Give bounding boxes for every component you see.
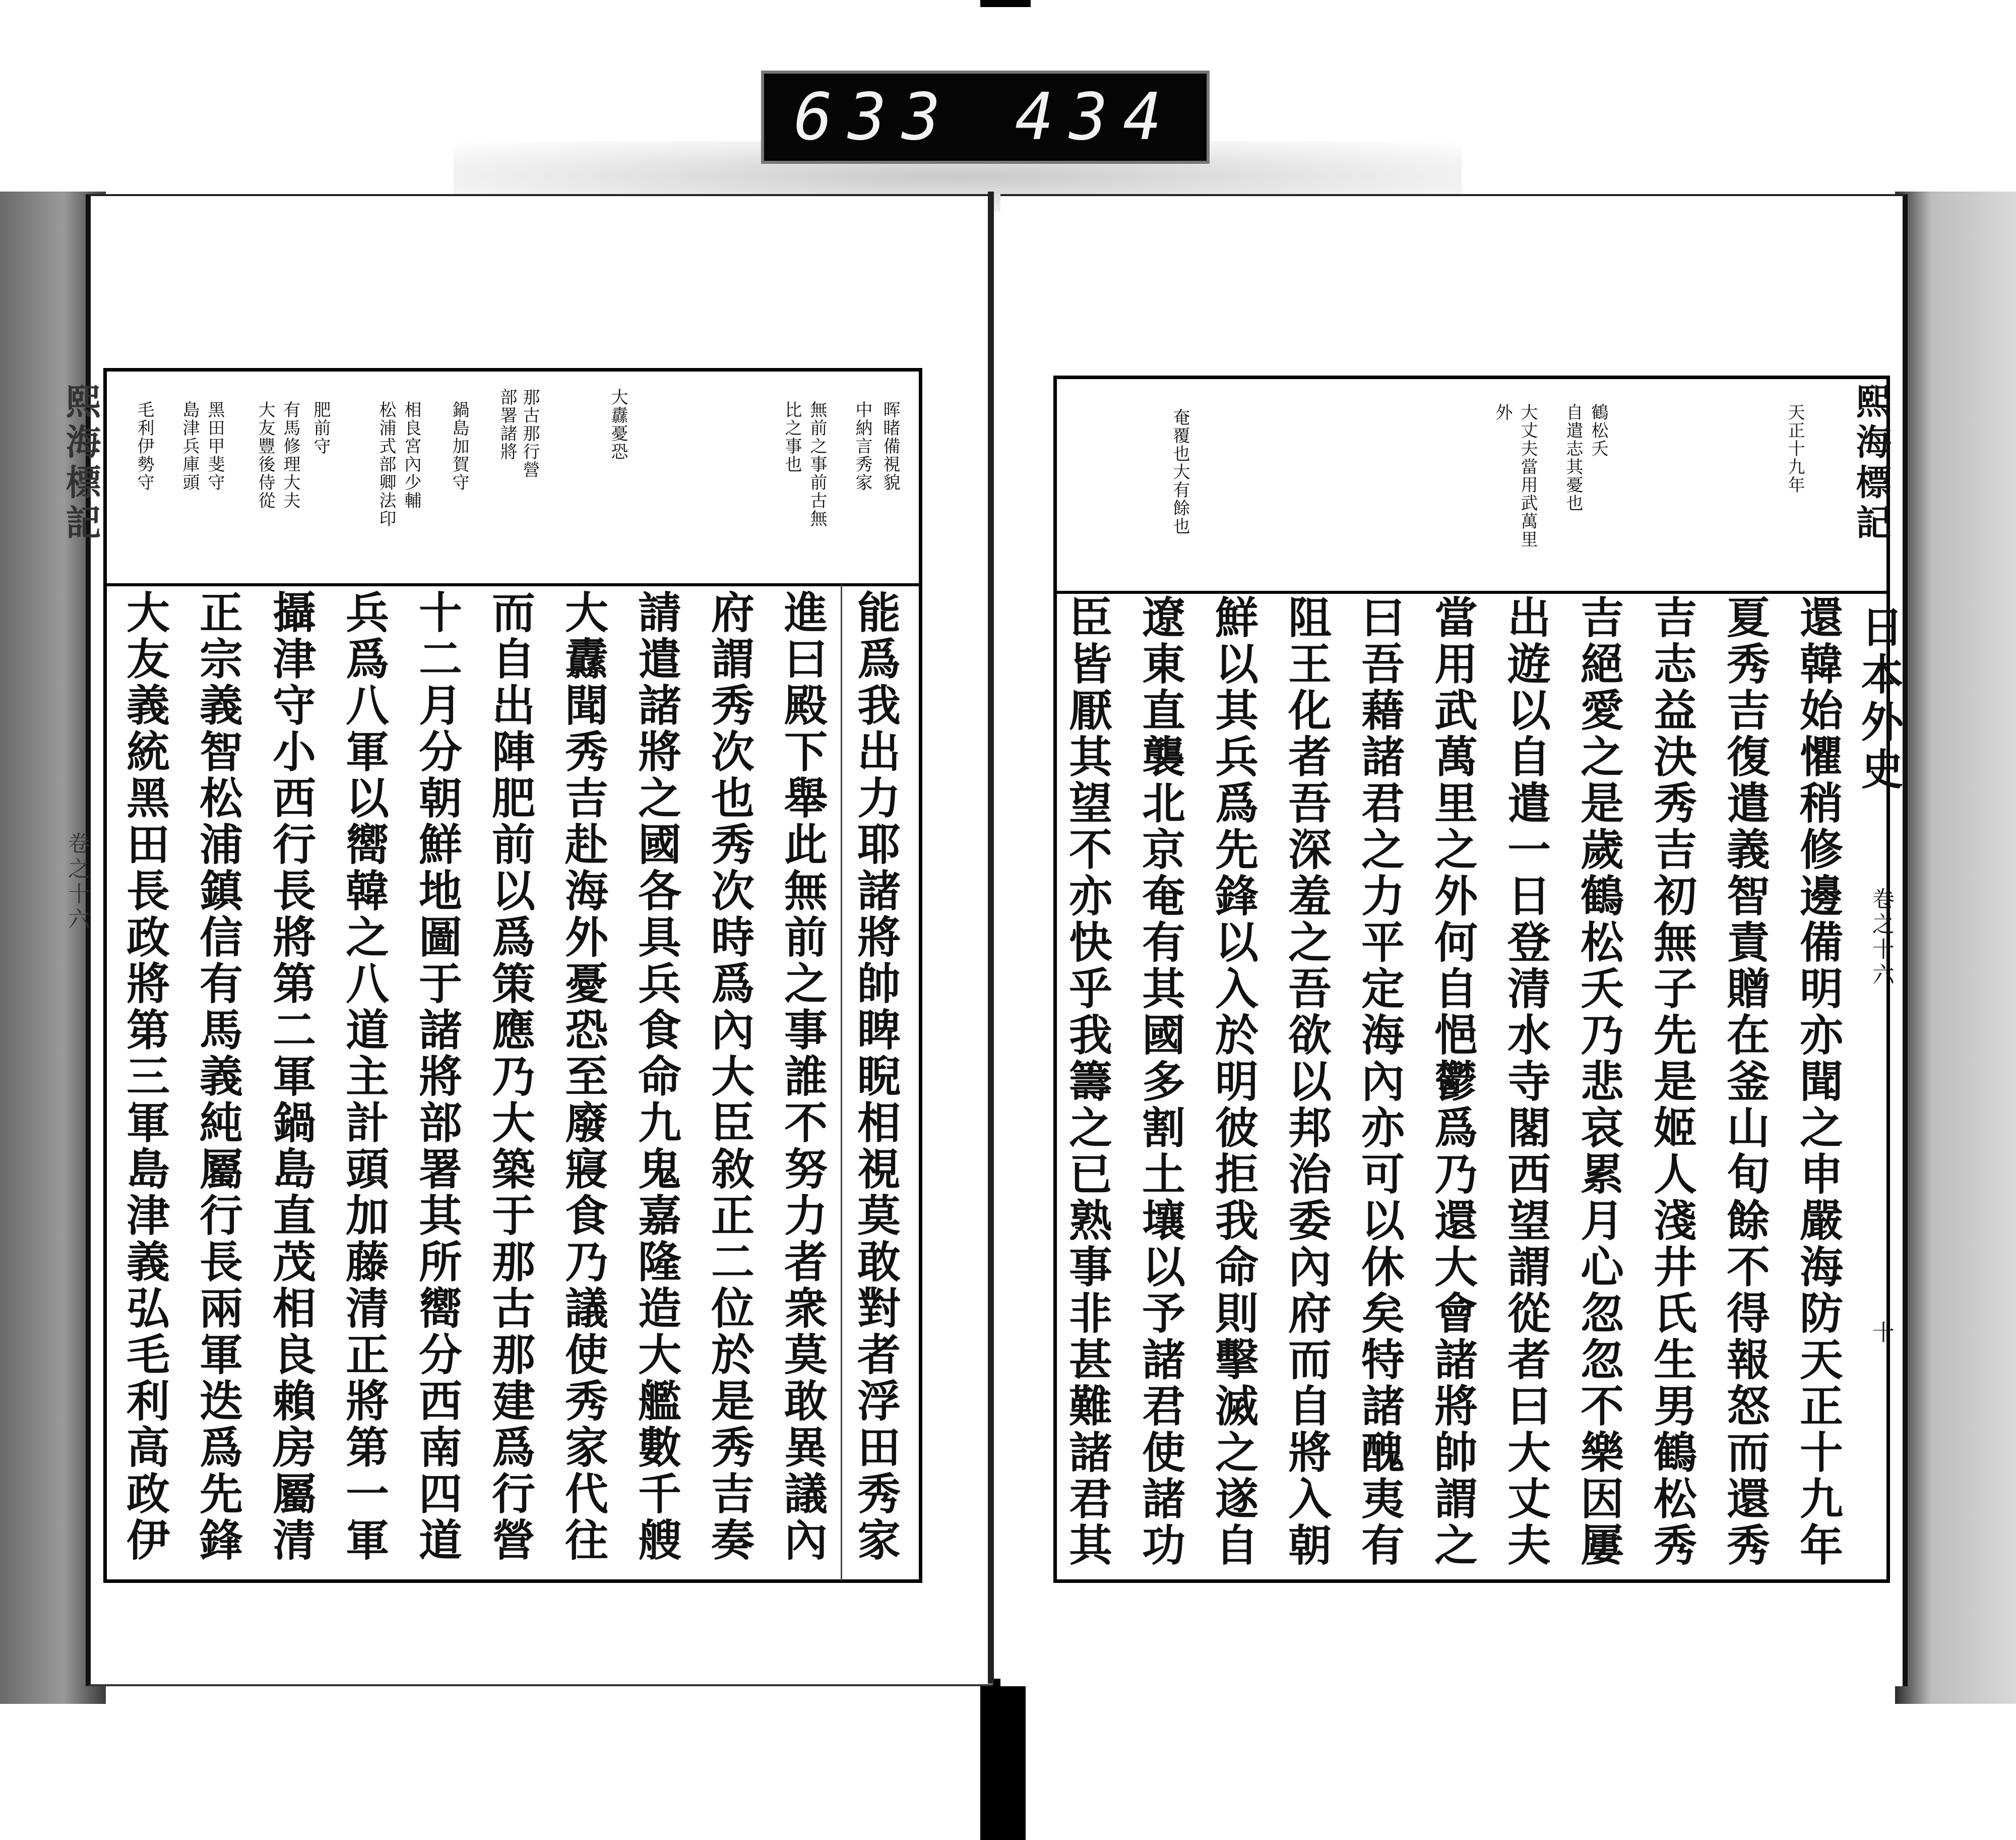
headnote: 大友豐後侍從: [255, 401, 275, 510]
page-number-label: [761, 71, 1210, 164]
registration-mark-bottom: [980, 1679, 1026, 1840]
label-number-left: 633: [793, 80, 956, 155]
text-column: 遼東直襲北京奄有其國多割土壤以予諸君使諸功: [1135, 595, 1185, 1569]
headnote-divider: [1057, 591, 1886, 594]
headnote: 島津兵庫頭: [179, 401, 200, 492]
left-margin-marker: 卷之十六: [64, 832, 90, 933]
headnote: 比之事也: [782, 401, 802, 473]
headnote: 自遣志其憂也: [1563, 403, 1583, 512]
headnote-divider: [107, 583, 919, 586]
headnote: 黑田甲斐守: [205, 401, 225, 492]
headnote: 鍋島加賀守: [449, 401, 469, 492]
text-column: 兵爲八軍以嚮韓之八道主計頭加藤清正將第一軍: [338, 590, 389, 1564]
text-column: 吉志益決秀吉初無子先是姬人淺井氏生男鶴松秀: [1646, 595, 1697, 1569]
text-column: 正宗義智松浦鎮信有馬義純屬行長兩軍迭爲先鋒: [192, 590, 243, 1564]
registration-mark-top: [980, 0, 1031, 7]
text-column: 鮮以其兵爲先鋒以入於明彼拒我命則擊滅之遂自: [1208, 595, 1258, 1569]
headnote: 奄覆也大有餘也: [1170, 408, 1190, 535]
text-column: 吉絕愛之是歲鶴松夭乃悲哀累月心忽忽不樂因屢: [1573, 595, 1624, 1569]
text-column: 攝津守小西行長將第二軍鍋島直茂相良賴房屬清: [265, 590, 316, 1564]
headnote: 相良宮內少輔: [401, 401, 421, 510]
label-number-right: 434: [1015, 80, 1177, 155]
headnote: 無前之事前古無: [807, 401, 827, 528]
text-column: 當用武萬里之外何自悒鬱爲乃還大會諸將帥謂之: [1427, 595, 1478, 1569]
headnote: 毛利伊勢守: [134, 401, 154, 492]
column-rule: [841, 585, 842, 1580]
headnote: 中納言秀家: [852, 401, 872, 492]
text-column: 大友義統黑田長政將第三軍島津義弘毛利高政伊: [119, 590, 170, 1564]
headnote: 大丈夫當用武萬里: [1518, 403, 1538, 548]
text-column: 府謂秀次也秀次時爲內大臣敘正二位於是秀吉奏: [704, 590, 754, 1564]
scanner-edge-right: [1895, 192, 2016, 1704]
text-column: 還韓始懼稍修邊備明亦聞之申嚴海防天正十九年: [1792, 595, 1843, 1569]
headnote: 外: [1492, 403, 1513, 421]
headnote: 部署諸將: [497, 388, 517, 461]
text-column: 大纛聞秀吉赴海外憂恐至廢寢食乃議使秀家代往: [557, 590, 608, 1564]
headnote: 天正十九年: [1785, 403, 1805, 494]
text-column: 曰吾藉諸君之力平定海內亦可以休矣特諸醜夷有: [1354, 595, 1405, 1569]
text-column: 請遣諸將之國各具兵食命九鬼嘉隆造大艦數千艘: [631, 590, 681, 1564]
text-column: 出遊以自遣一日登清水寺閣西望謂從者曰大丈夫: [1500, 595, 1551, 1569]
text-column: 夏秀吉復遣義智責贈在釜山旬餘不得報怒而還秀: [1719, 595, 1770, 1569]
text-column: 十二月分朝鮮地圖于諸將部署其所嚮分西南四道: [411, 590, 462, 1564]
text-column: 進曰殿下舉此無前之事誰不努力者衆莫敢異議內: [777, 590, 828, 1564]
left-side-title: 熙海標記: [60, 383, 102, 544]
page-mark: 十: [1868, 1321, 1894, 1346]
headnote: 有馬修理大夫: [280, 401, 300, 510]
chapter-title: 日本外史: [1854, 605, 1904, 794]
headnote: 肥前守: [310, 401, 331, 455]
headnote: 那古那行營: [520, 388, 540, 479]
text-column: 臣皆厭其望不亦快乎我籌之已熟事非甚難諸君其: [1061, 595, 1112, 1569]
text-column: 阻王化者吾深羞之吾欲以邦治委內府而自將入朝: [1281, 595, 1332, 1569]
text-column: 能爲我出力耶諸將帥睥睨相視莫敢對者浮田秀家: [850, 590, 901, 1564]
text-column: 而自出陣肥前以爲策應乃大築于那古那建爲行營: [484, 590, 535, 1564]
headnote: 鶴松夭: [1588, 403, 1608, 458]
book-spine: [988, 192, 994, 1684]
headnote: 晖睹備視貌: [880, 401, 900, 492]
headnote: 松浦式部卿法印: [376, 401, 396, 528]
right-margin-marker: 卷之十六: [1868, 887, 1894, 988]
headnote: 大纛憂恐: [608, 388, 628, 461]
right-side-title: 熙海標記: [1850, 383, 1892, 544]
